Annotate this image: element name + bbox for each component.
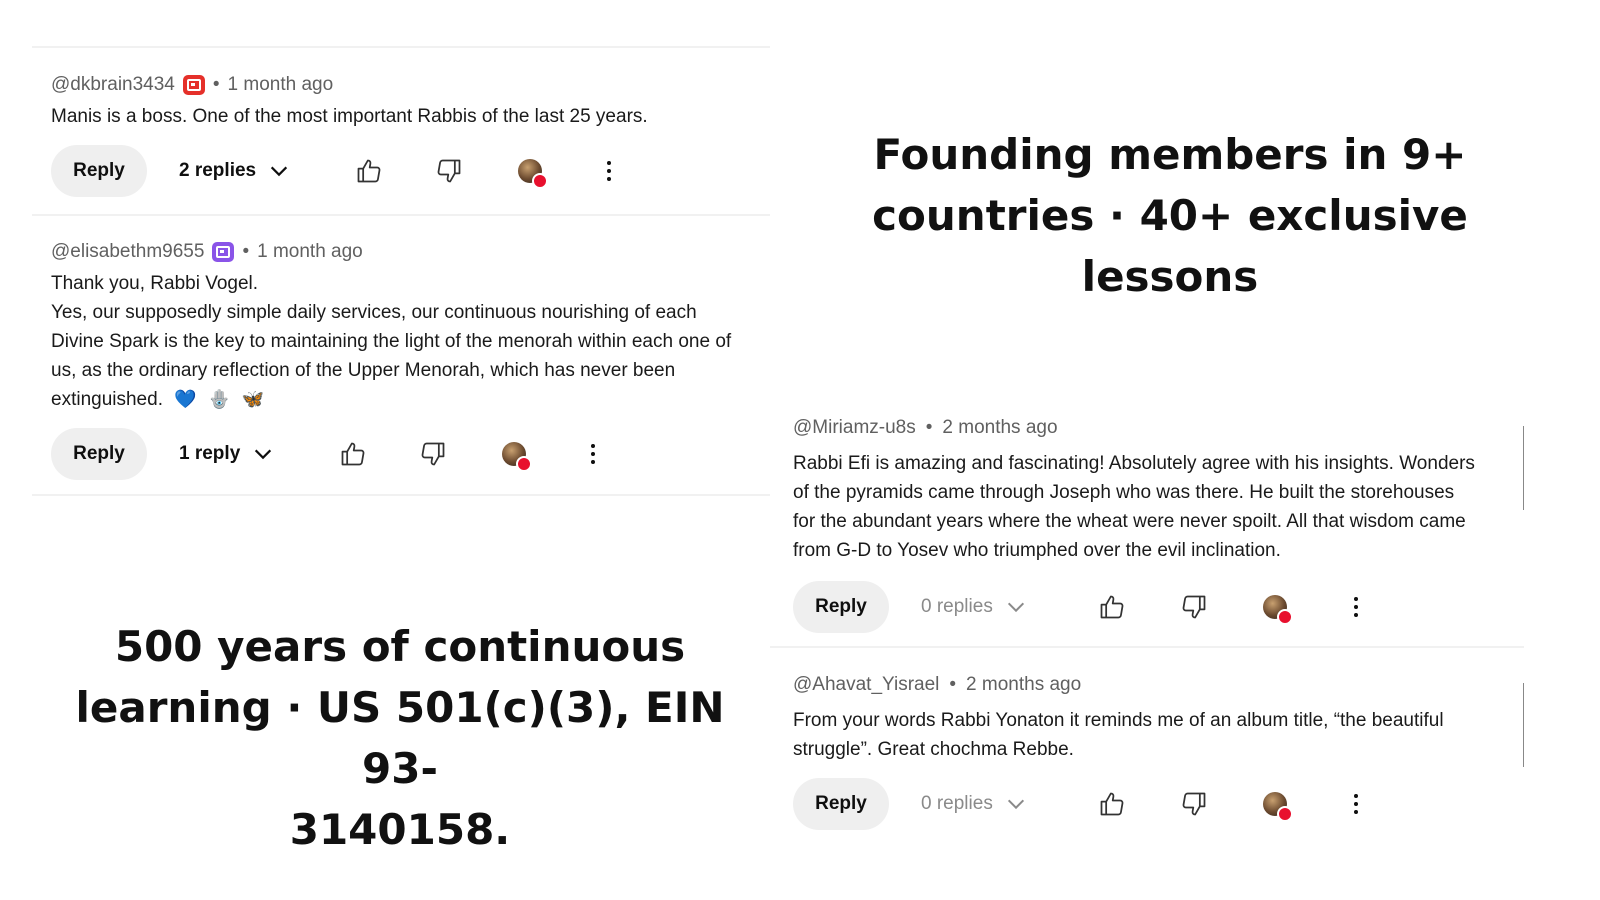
reply-button[interactable]: Reply [793,778,889,830]
chevron-down-icon [252,443,274,465]
comment-miriamz-u8s [793,415,1533,633]
comment-line: of the pyramids came through Joseph who was there. He built the storehouses [793,482,1455,503]
comment-ahavat-yisrael [793,672,1533,830]
thumbs-up-icon[interactable] [1097,789,1127,819]
replies-count: 0 replies [921,596,993,617]
comment-time[interactable]: 2 months ago [966,674,1082,695]
thumbs-down-icon[interactable] [418,439,448,469]
thumbs-up-icon[interactable] [338,439,368,469]
chevron-down-icon [1005,596,1027,618]
headline-line: 500 years of continuous [114,622,686,671]
thumbs-down-icon[interactable] [1179,592,1209,622]
comment-line: us, as the ordinary reflection of the Upper Menorah, which has never been [51,360,676,381]
comment-line: Yes, our supposedly simple daily services, our continuous nourishing of each [51,302,697,323]
headline-line: countries · 40+ exclusive lessons [872,191,1468,301]
comment-meta [793,672,1533,698]
comment-elisabethm9655 [51,239,771,480]
hamsa-emoji: 🪬 [207,389,231,409]
view-replies-toggle[interactable] [179,443,274,465]
comment-actions [51,428,771,480]
comment-time[interactable]: 1 month ago [227,74,334,95]
replies-count: 0 replies [921,793,993,814]
separator-dot: • [212,74,220,95]
comment-line: from G-D to Yosev who triumphed over the evil inclination. [793,540,1281,561]
comment-author[interactable]: @dkbrain3434 [51,74,175,95]
view-replies-toggle[interactable] [179,160,290,182]
comment-line: Manis is a boss. One of the most important Rabbis of the last 25 years. [51,106,648,127]
view-replies-toggle[interactable] [921,793,1027,815]
separator-dot: • [925,417,933,438]
replies-count: 1 reply [179,443,241,464]
chevron-down-icon [268,160,290,182]
kebab-menu-icon[interactable] [590,444,596,464]
comment-meta [51,239,771,265]
comment-time[interactable]: 1 month ago [257,241,363,262]
headline-line: learning · US 501(c)(3), EIN 93- [75,683,725,793]
comment-author[interactable]: @Miriamz-u8s [793,417,916,438]
comment-dkbrain3434 [51,72,771,197]
creator-heart-avatar [518,159,542,183]
kebab-menu-icon[interactable] [1353,597,1359,617]
headline-top-right [820,124,1520,307]
comment-actions [51,145,771,197]
replies-count: 2 replies [179,160,257,181]
top-divider-left [32,46,770,48]
comment-author[interactable]: @elisabethm9655 [51,241,205,262]
comment-time[interactable]: 2 months ago [942,417,1058,438]
headline-bottom-left [60,616,740,860]
comment-actions [793,581,1533,633]
blue-heart-emoji: 💙 [174,389,197,409]
member-badge-icon [183,75,205,95]
comment-actions [793,778,1533,830]
headline-line: 3140158. [289,805,511,854]
comment-body [51,269,771,414]
comment-line: for the abundant years where the wheat were never spoilt. All that wisdom came [793,511,1466,532]
comment-meta [793,415,1533,441]
chevron-down-icon [1005,793,1027,815]
member-badge-icon [212,242,234,262]
comment-line: Thank you, Rabbi Vogel. [51,273,259,294]
headline-line: Founding members in 9+ [873,130,1467,179]
creator-heart-avatar [1263,595,1287,619]
comment-author[interactable]: @Ahavat_Yisrael [793,674,940,695]
thumbs-down-icon[interactable] [434,156,464,186]
comment-line: Rabbi Efi is amazing and fascinating! Absolutely agree with his insights. Wonders [793,453,1475,474]
comment-body [793,706,1533,764]
thumbs-down-icon[interactable] [1179,789,1209,819]
heart-icon [1277,806,1293,822]
comment-line: From your words Rabbi Yonaton it reminds me of an album title, “the beautiful [793,710,1444,731]
comment-body [793,449,1533,565]
heart-icon [516,456,532,472]
comment-line: Divine Spark is the key to maintaining the light of the menorah within each one of [51,331,732,352]
comment-line [51,385,771,414]
creator-heart-avatar [502,442,526,466]
butterfly-emoji: 🦋 [241,389,265,409]
scroll-edge [1523,683,1524,767]
comment-line: struggle”. Great chochma Rebbe. [793,739,1074,760]
thumbs-up-icon[interactable] [354,156,384,186]
comment-divider [770,646,1524,648]
bottom-divider-left [32,494,770,496]
scroll-edge [1523,426,1524,510]
view-replies-toggle[interactable] [921,596,1027,618]
separator-dot: • [949,674,957,695]
reply-button[interactable]: Reply [51,428,147,480]
comment-meta [51,72,771,98]
reply-button[interactable]: Reply [51,145,147,197]
heart-icon [532,173,548,189]
kebab-menu-icon[interactable] [606,161,612,181]
comment-divider [32,214,770,216]
comment-line-text: extinguished. [51,389,163,410]
reply-button[interactable]: Reply [793,581,889,633]
separator-dot: • [242,241,250,262]
creator-heart-avatar [1263,792,1287,816]
thumbs-up-icon[interactable] [1097,592,1127,622]
kebab-menu-icon[interactable] [1353,794,1359,814]
comment-body [51,102,771,131]
heart-icon [1277,609,1293,625]
